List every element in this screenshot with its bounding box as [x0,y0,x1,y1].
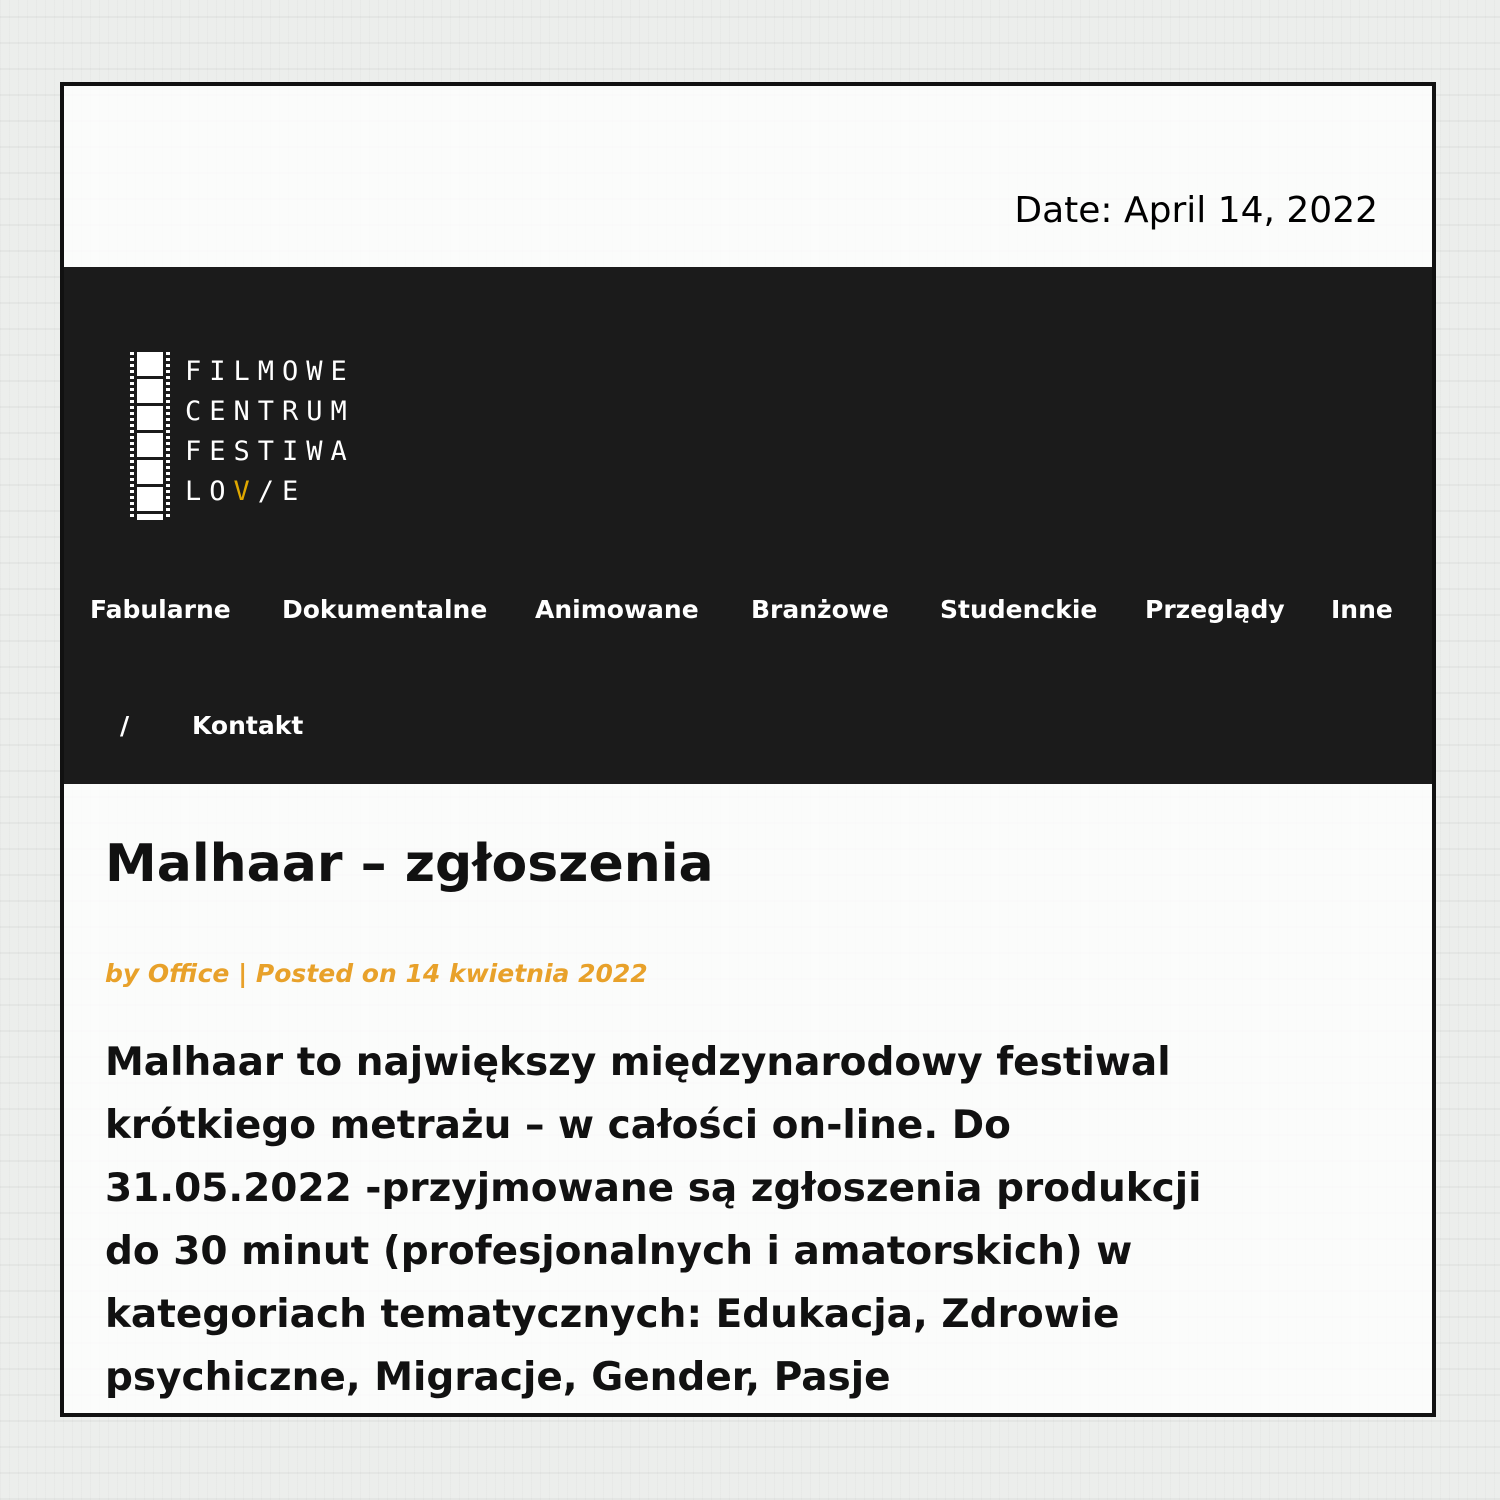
post-title[interactable]: Malhaar – zgłoszenia [105,834,714,894]
nav-item-inne[interactable]: Inne [1331,595,1393,624]
nav-item-branzowe[interactable]: Branżowe [751,595,889,624]
capture-date: Date: April 14, 2022 [1014,190,1378,231]
logo-line-3: FESTIWA [185,436,355,467]
screenshot-frame [60,82,1436,1417]
logo-accent-letter: V [233,476,258,507]
nav-item-dokumentalne[interactable]: Dokumentalne [282,595,488,624]
nav-item-fabularne[interactable]: Fabularne [90,595,231,624]
nav-item-studenckie[interactable]: Studenckie [940,595,1098,624]
main-nav [64,267,1432,784]
logo-line-2: CENTRUM [185,396,355,427]
nav-item-kontakt[interactable]: Kontakt [192,711,304,740]
nav-item-przeglady[interactable]: Przeglądy [1145,595,1285,624]
post-meta: by Office | Posted on 14 kwietnia 2022 [105,959,648,988]
nav-item-slash[interactable]: / [120,711,130,740]
post-body: Malhaar to największy międzynarodowy festiwal krótkiego metrażu – w całości on-line. Do 31.05.2022 -przyjmowane są zgłoszenia produkcji do 30 minut (profesjonalnych i amatorskich) w kategoriach tematycznych: Edukacja, Zdrowie psychiczne, Migracje, Gender, Pasje [105,1040,1202,1400]
post [105,831,1365,1400]
nav-item-animowane[interactable]: Animowane [535,595,699,624]
site-header [64,267,1432,784]
logo-line-4: LOV/E [185,476,307,507]
logo-line-1: FILMOWE [185,356,355,387]
